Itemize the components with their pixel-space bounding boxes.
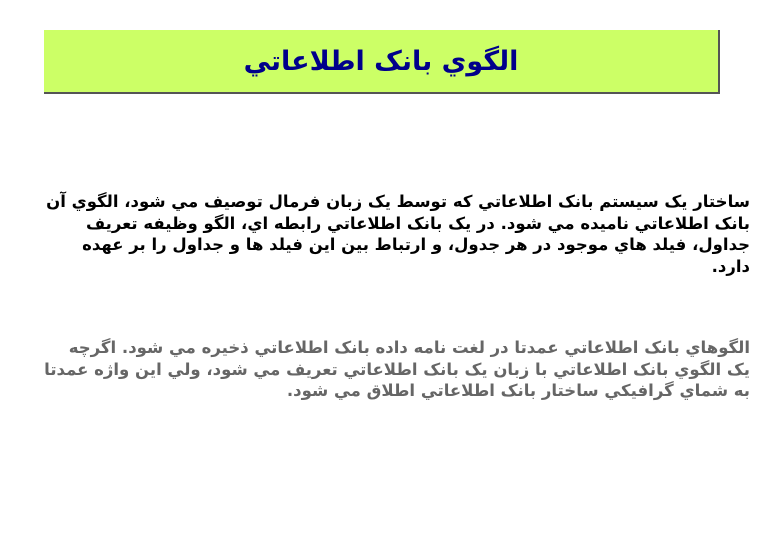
paragraph-schema-storage: الگوهاي بانک اطلاعاتي عمدتا در لغت نامه داده بانک اطلاعاتي ذخيره مي شود. اگرچه يک الگوي بانک اطلاعاتي با زبان يک بانک اطلاعاتي تعريف مي شود، ولي اين واژه عمدتا به شماي گرافيکي ساختار بانک اطلاعاتي اطلاق مي شود. [44,338,750,400]
paragraph-schema-definition: ساختار يک سيستم بانک اطلاعاتي که توسط يک زبان فرمال توصيف مي شود، الگوي آن بانک اطلاعاتي ناميده مي شود. در يک بانک اطلاعاتي رابطه اي، الگو وظيفه تعريف جداول، فيلد هاي موجود در هر جدول، و ارتباط بين اين فيلد ها و جداول را بر عهده دارد. [46,192,750,276]
slide-title: الگوي بانک اطلاعاتي [243,45,519,77]
title-banner [44,30,720,94]
